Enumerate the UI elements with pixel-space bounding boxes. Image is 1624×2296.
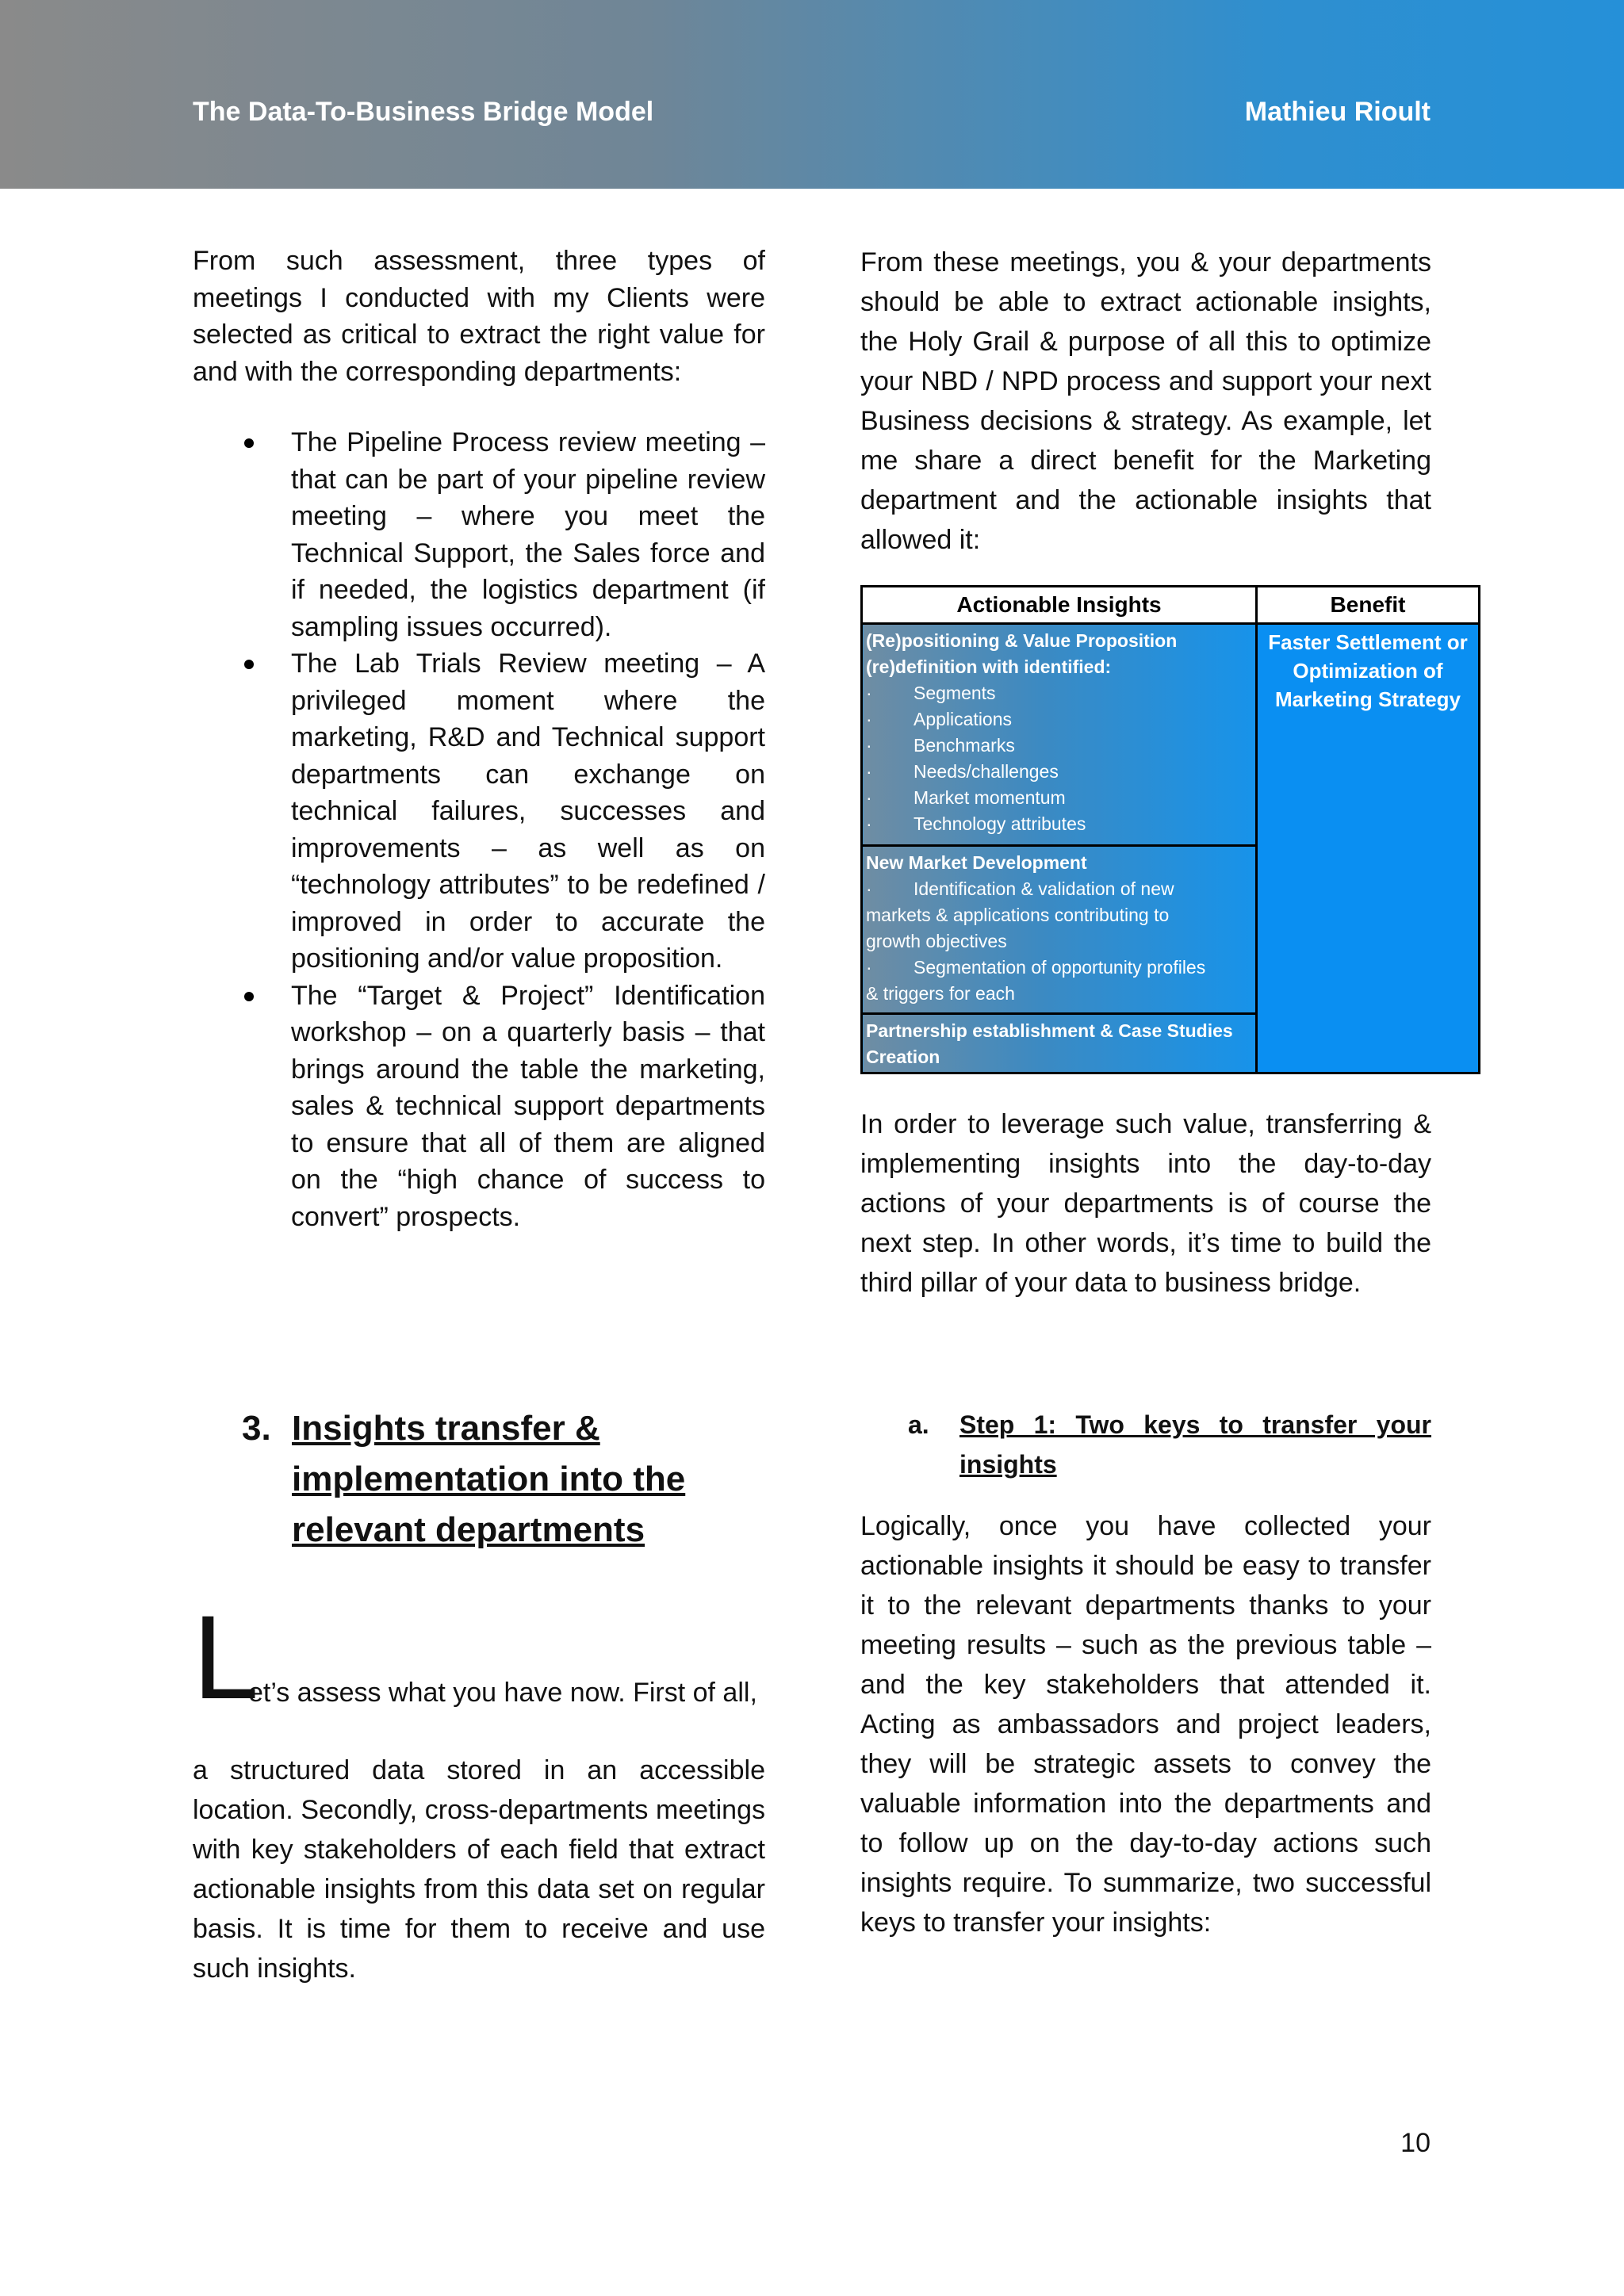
bullet-icon [244, 438, 254, 448]
list-item [193, 645, 765, 978]
insight-cell-new-market [862, 846, 1257, 1014]
list-item-text: Segmentation of opportunity profiles [914, 957, 1206, 978]
page-number: 10 [1400, 2128, 1431, 2158]
benefit-text: Marketing Strategy [1274, 687, 1461, 711]
left-intro-block [193, 243, 765, 390]
author-name: Mathieu Rioult [1244, 97, 1431, 127]
bullet-icon: · [866, 787, 872, 808]
list-item-text: Market momentum [914, 787, 1066, 808]
list-item-text: The Lab Trials Review meeting – A privileged moment where the marketing, R&D and Technical support departments can exchange on technical failures, successes and improvements – as well as on “technology attributes” to be redefined / improved in order to accurate the positioning and/or value proposition. [291, 649, 765, 974]
insight-cell-repositioning [862, 624, 1257, 846]
bullet-icon: · [866, 709, 872, 729]
bullet-icon [244, 660, 254, 669]
insight-cell-partnership [862, 1014, 1257, 1073]
benefit-cell [1257, 624, 1480, 1073]
page-header [0, 0, 1624, 189]
subsection-letter: a. [908, 1410, 929, 1439]
list-item [866, 733, 1252, 759]
list-item-text: The “Target & Project” Identification workshop – on a quarterly basis – that brings around the table the marketing, sales & technical support departments to ensure that all of them are aligned on the “high chance of success to convert” prospects. [291, 980, 765, 1232]
list-item-text: The Pipeline Process review meeting – that can be part of your pipeline review meeting – where you meet the Technical Support, the Sales force and if needed, the logistics department (if sampling issues occurred). [291, 427, 765, 642]
list-item-text: Applications [914, 709, 1013, 729]
table-header-row [862, 587, 1480, 624]
drop-cap-line: et’s assess what you have now. First of all, [248, 1678, 757, 1708]
benefit-text: Optimization of [1293, 659, 1443, 683]
insights-table [860, 585, 1480, 1074]
table-row [862, 624, 1480, 846]
cell-title: (re)definition with identified: [866, 656, 1112, 677]
after-table-block [860, 1104, 1431, 1303]
list-item [866, 759, 1252, 785]
cell-title: New Market Development [866, 852, 1087, 873]
list-item [866, 811, 1252, 837]
left-body-paragraph: a structured data stored in an accessible location. Secondly, cross-departments meetings with key stakeholders of each field that extract actionable insights from this data set on regular basis. It is time for them to receive and use such insights. [193, 1755, 765, 1984]
list-item [866, 706, 1252, 733]
bullet-icon: · [866, 683, 872, 703]
right-intro-block [860, 243, 1431, 560]
list-item-text: Technology attributes [914, 813, 1086, 834]
list-item-text: Identification & validation of new [914, 878, 1174, 899]
section-title-line: Insights transfer & [292, 1409, 600, 1448]
list-item [193, 424, 765, 645]
cell-title: Partnership establishment & Case Studies [866, 1020, 1233, 1041]
left-body-block [193, 1751, 765, 1988]
subsection-title: Step 1: Two keys to transfer your insights [959, 1410, 1431, 1479]
drop-cap: L [193, 1590, 259, 1724]
left-intro-paragraph: From such assessment, three types of meetings I conducted with my Clients were selected as critical to extract the right value for and with the corresponding departments: [193, 246, 765, 387]
bullet-icon [244, 992, 254, 1001]
section-title-line: relevant departments [292, 1510, 645, 1549]
list-item [866, 785, 1252, 811]
list-item-text: Segments [914, 683, 996, 703]
bullet-icon: · [866, 957, 872, 978]
meeting-types-list [193, 424, 765, 1235]
bullet-icon: · [866, 735, 872, 756]
cell-title: Creation [866, 1047, 940, 1067]
list-item-text: growth objectives [866, 931, 1007, 951]
section-title [292, 1403, 736, 1556]
list-item-text: Needs/challenges [914, 761, 1059, 782]
benefit-text: Faster Settlement or [1268, 630, 1468, 654]
right-intro-paragraph: From these meetings, you & your departments should be able to extract actionable insights, the Holy Grail & purpose of all this to optimize your NBD / NPD process and support your next Business decisions & strategy. As example, let me share a direct benefit for the Marketing department and the actionable insights that allowed it: [860, 247, 1431, 555]
cell-title: (Re)positioning & Value Proposition [866, 630, 1178, 651]
bullet-icon: · [866, 761, 872, 782]
bullet-icon: · [866, 813, 872, 834]
bullet-icon: · [866, 878, 872, 899]
table-header-benefit: Benefit [1257, 587, 1480, 624]
section-number: 3. [242, 1409, 271, 1448]
list-item-text: & triggers for each [866, 983, 1015, 1004]
right-body-paragraph: Logically, once you have collected your actionable insights it should be easy to transfer it to the relevant departments thanks to your meeting results – such as the previous table – and the key stakeholders that attended it. Acting as ambassadors and project leaders, they will be strategic assets to convey the valuable information into the departments and to follow up on the day-to-day actions such insights require. To summarize, two successful keys to transfer your insights: [860, 1511, 1431, 1938]
list-item [193, 978, 765, 1236]
list-item [866, 680, 1252, 706]
list-item-text: markets & applications contributing to [866, 905, 1170, 925]
right-body-block [860, 1506, 1431, 1942]
section-title-line: implementation into the [292, 1460, 686, 1498]
list-item [866, 876, 1252, 902]
list-item-text: Benchmarks [914, 735, 1015, 756]
after-table-paragraph: In order to leverage such value, transferring & implementing insights into the day-to-day actions of your departments is of course the next step. In other words, it’s time to build the third pillar of your data to business bridge. [860, 1109, 1431, 1298]
list-item [866, 955, 1252, 981]
document-title: The Data-To-Business Bridge Model [193, 97, 654, 127]
table-header-insights: Actionable Insights [862, 587, 1257, 624]
